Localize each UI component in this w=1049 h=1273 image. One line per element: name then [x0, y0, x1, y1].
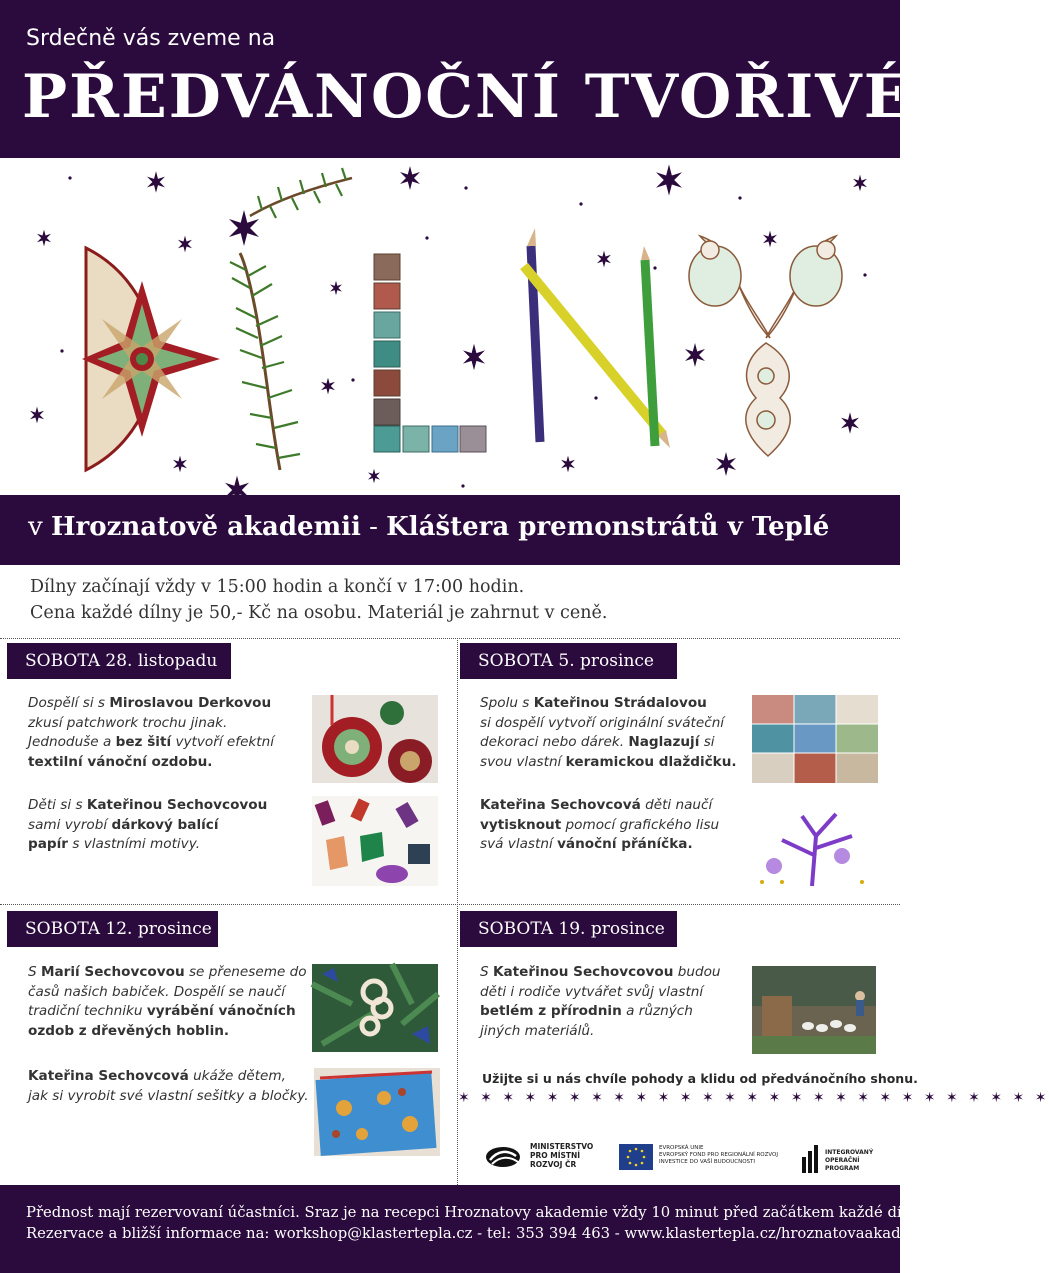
workshop-28-kids: Děti si s Kateřinou Sechovcovou sami vyrobí dárkový balící papír s vlastními motivy. [28, 797, 268, 852]
day-tab-5-dec: SOBOTA 5. prosince [460, 643, 677, 679]
venue-title: v Hroznatově akademii - Kláštera premonstrátů v Teplé [28, 512, 830, 542]
photo-wood-shaving-ornaments [312, 964, 438, 1052]
day-tab-12-dec: SOBOTA 12. prosince [7, 911, 218, 947]
divider-middle [0, 904, 900, 905]
photo-notebooks [314, 1068, 440, 1156]
mmr-text: MINISTERSTVO PRO MÍSTNÍ ROZVOJ ČR [530, 1142, 594, 1169]
eu-text: EVROPSKÁ UNIE EVROPSKÝ FOND PRO REGIONÁLNÍ ROZVOJ INVESTICE DO VAŠÍ BUDOUCNOSTI [659, 1145, 778, 1165]
workshop-12-adults: S Marií Sechovcovou se přeneseme do časů našich babiček. Dospělí se naučí tradiční techniku vyrábění vánočních ozdob z dřevěných hoblin. [28, 964, 307, 1039]
workshop-5-adults: Spolu s Kateřinou Strádalovou si dospělí vytvoří originální sváteční dekoraci nebo dárek. Naglazují si svou vlastní keramickou dlaždičku. [480, 695, 737, 770]
day-tab-19-dec: SOBOTA 19. prosince [460, 911, 677, 947]
dilny-illustration [0, 158, 900, 495]
photo-nativity-scene [752, 966, 876, 1054]
divider-top [0, 638, 900, 639]
intro-line-time: Dílny začínají vždy v 15:00 hodin a končí v 17:00 hodin. [30, 577, 525, 597]
day-tab-28-nov: SOBOTA 28. listopadu [7, 643, 231, 679]
intro-line-price: Cena každé dílny je 50,- Kč na osobu. Materiál je zahrnut v ceně. [30, 603, 608, 623]
workshop-19-all: S Kateřinou Sechovcovou budou děti i rodiče vytvářet svůj vlastní betlém z přírodnin a různých jiných materiálů. [480, 964, 721, 1039]
letter-i-pine-branch [230, 168, 352, 470]
enjoy-message: Užijte si u nás chvíle pohody a klidu od předvánočního shonu. [482, 1071, 918, 1086]
photo-ceramic-tiles [752, 695, 878, 783]
invite-text: Srdečně vás zveme na [26, 26, 276, 51]
letter-y-wood-shavings [689, 236, 842, 456]
venue-band [0, 495, 900, 565]
mmr-emblem-icon [484, 1142, 522, 1170]
hero-dilny-artwork [0, 158, 900, 495]
footer-reservation-note: Přednost mají rezervovaní účastníci. Sraz je na recepci Hroznatovy akademie vždy 10 minut před začátkem každé dílny. [26, 1204, 928, 1221]
letter-d-patchwork-ball [82, 248, 220, 470]
iop-text: INTEGROVANÝ OPERAČNÍ PROGRAM [825, 1149, 874, 1172]
workshop-28-adults: Dospělí si s Miroslavou Derkovou zkusí patchwork trochu jinak. Jednoduše a bez šití vytvoří efektní textilní vánoční ozdobu. [28, 695, 275, 770]
workshop-12-kids: Kateřina Sechovcová ukáže dětem, jak si vyrobit své vlastní sešitky a bločky. [28, 1068, 309, 1104]
workshop-5-kids: Kateřina Sechovcová děti naučí vytisknout pomocí grafického lisu svá vlastní vánoční přáníčka. [480, 797, 720, 852]
header-band [0, 0, 912, 158]
photo-gift-wrap [312, 796, 438, 886]
photo-christmas-card-print [752, 796, 878, 886]
footer-band [0, 1185, 937, 1273]
footer-contact: Rezervace a bližší informace na: workshop@klastertepla.cz - tel: 353 394 463 - www.klastertepla.cz/hroznatovaakademie [26, 1225, 937, 1242]
intro-text [30, 574, 607, 626]
iop-bars-icon [801, 1143, 823, 1173]
letter-n-pencils [524, 228, 670, 448]
eu-flag-icon [619, 1144, 653, 1170]
decor-star-row: ✶ ✶ ✶ ✶ ✶ ✶ ✶ ✶ ✶ ✶ ✶ ✶ ✶ ✶ ✶ ✶ ✶ ✶ ✶ ✶ ✶ ✶ ✶ ✶ ✶ ✶ ✶ [458, 1090, 1049, 1106]
photo-patchwork-ornaments [312, 695, 438, 783]
headline: PŘEDVÁNOČNÍ TVOŘIVÉ [22, 62, 912, 132]
